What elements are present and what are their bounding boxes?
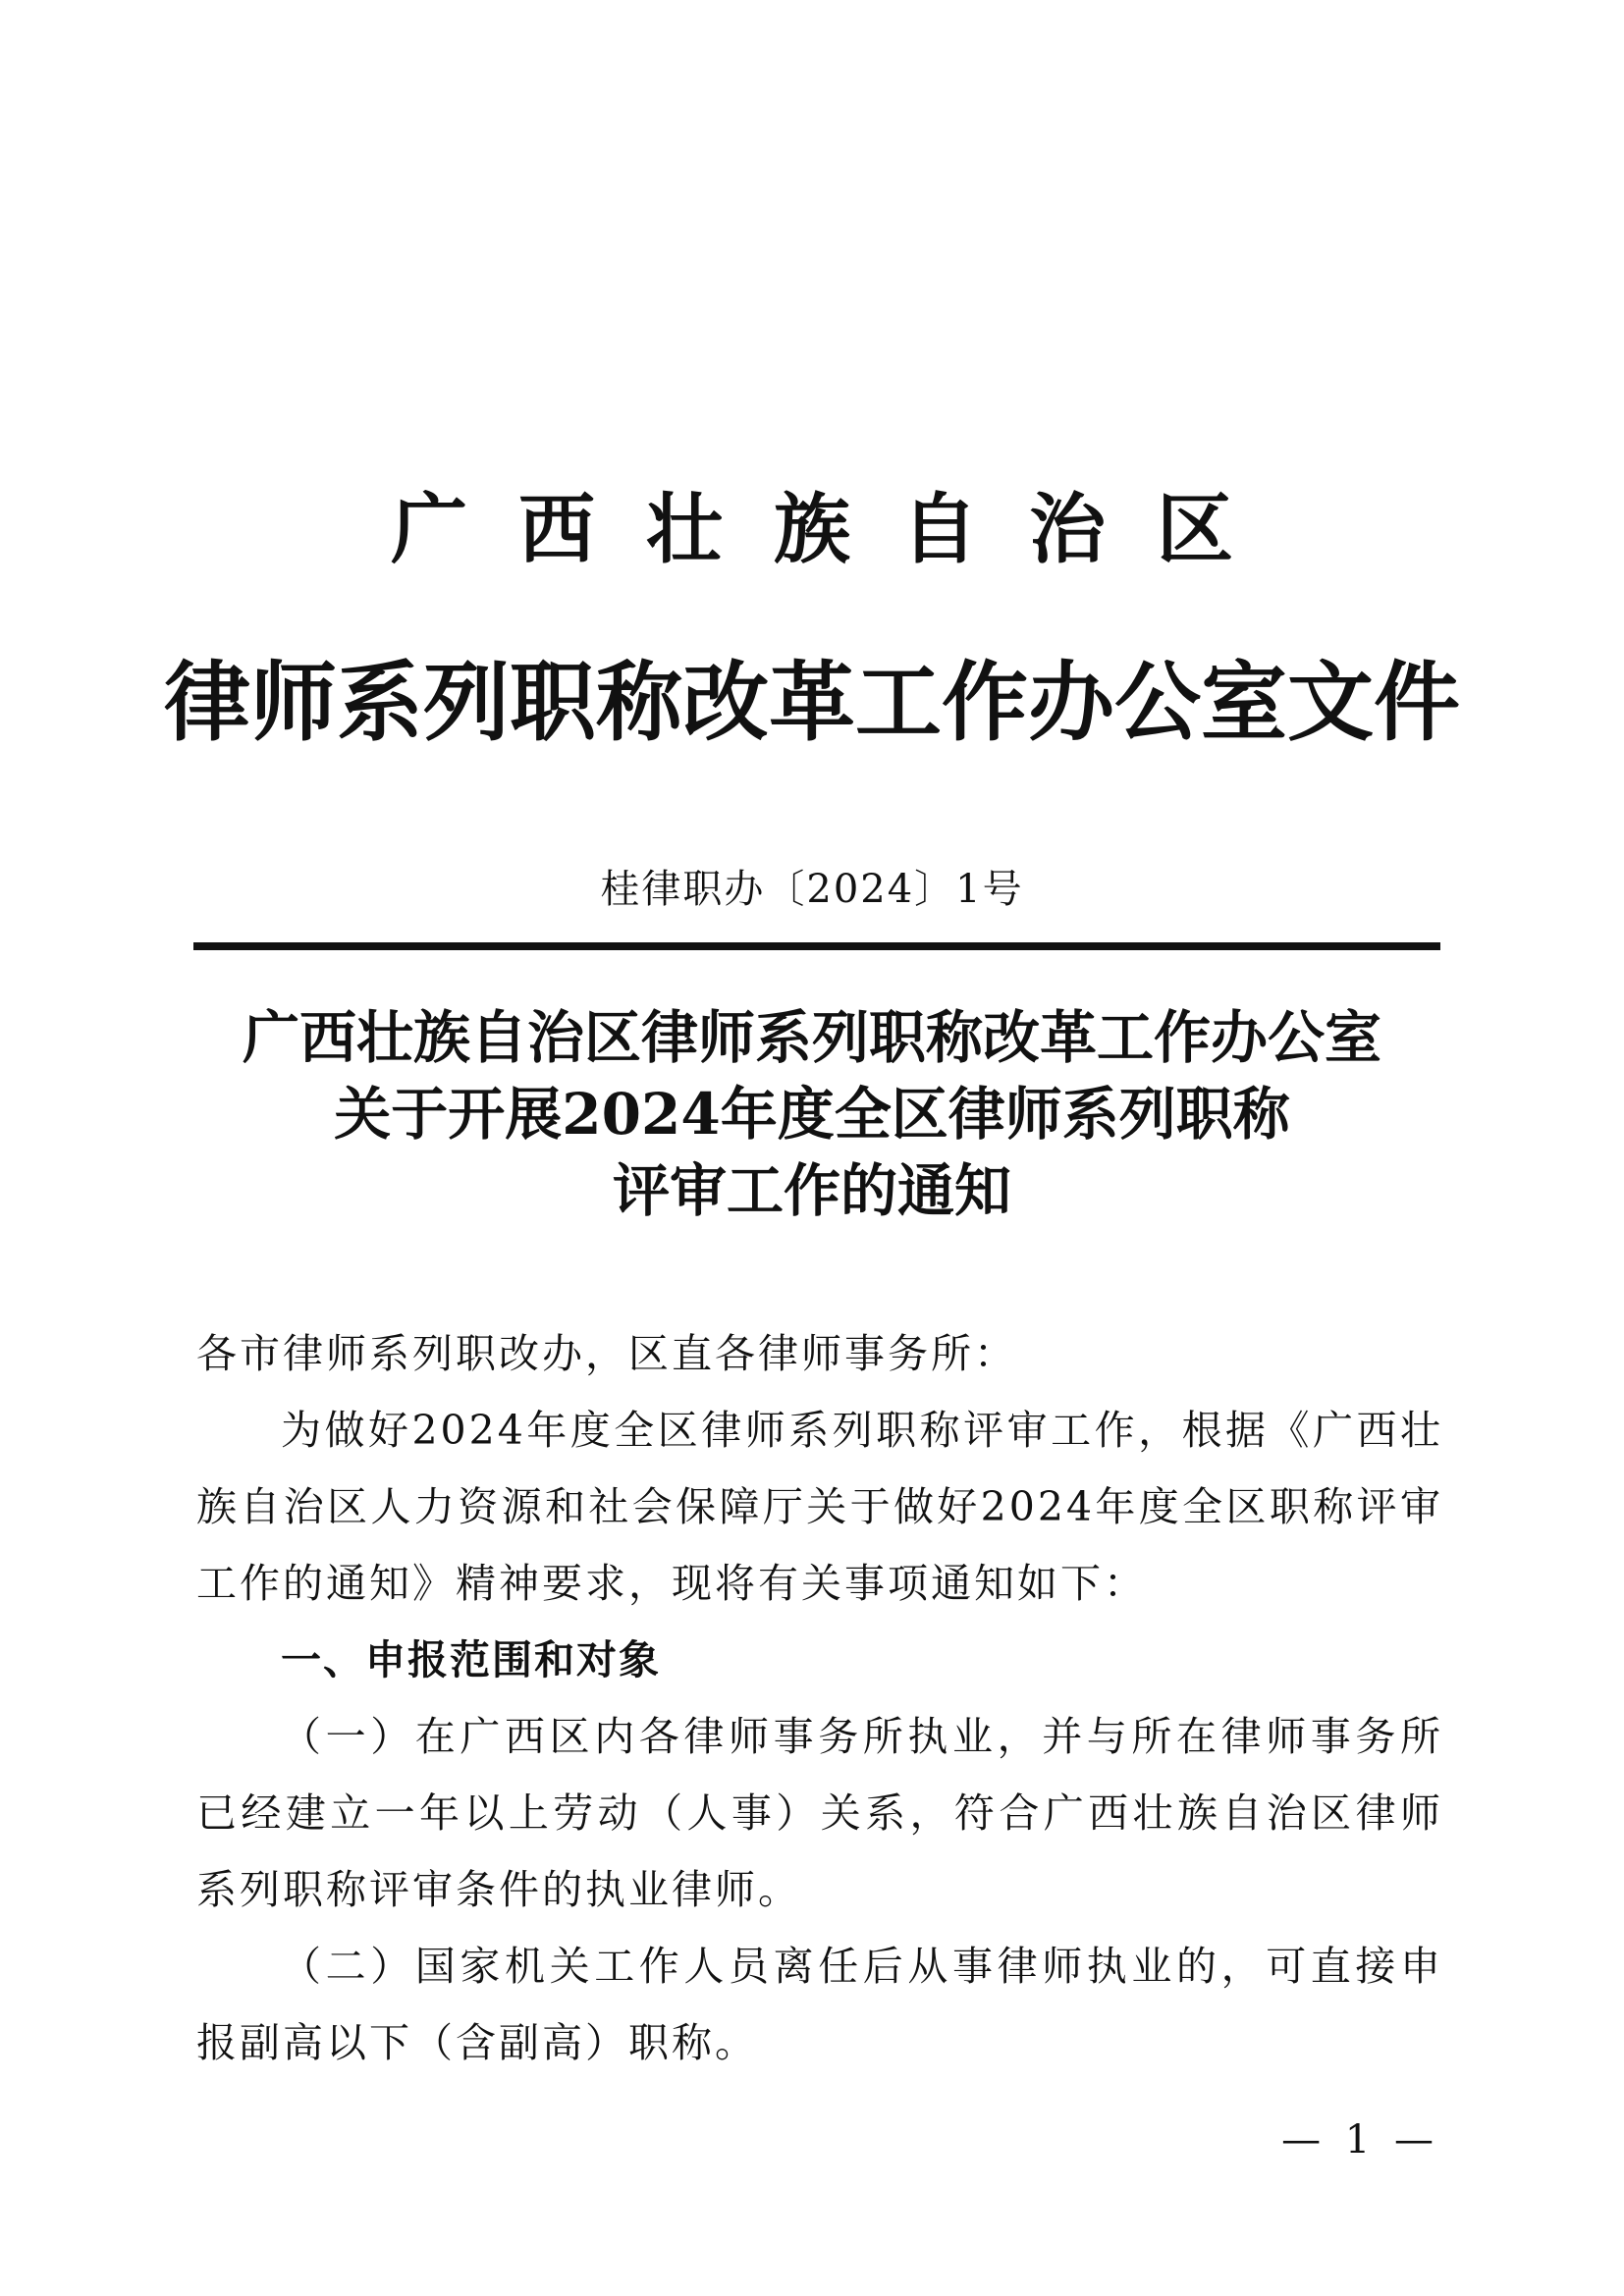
title-line2: 关于开展2024年度全区律师系列职称: [334, 1081, 1290, 1148]
document-number: 桂律职办〔2024〕1号: [600, 867, 1024, 912]
list-item: （一）在广西区内各律师事务所执业，并与所在律师事务所已经建立一年以上劳动（人事）关系，符合广西壮族自治区律师系列职称评审条件的执业律师。: [196, 1713, 1443, 1913]
title-line3: 评审工作的通知: [612, 1157, 1011, 1224]
salutation: 各市律师系列职改办，区直各律师事务所：: [196, 1330, 1017, 1377]
issuer-header-line2: 律师系列职称改革工作办公室文件: [163, 651, 1460, 753]
document-body: [196, 1315, 1443, 2081]
intro-paragraph: 为做好2024年度全区律师系列职称评审工作，根据《广西壮族自治区人力资源和社会保障厅关于做好2024年度全区职称评审工作的通知》精神要求，现将有关事项通知如下：: [196, 1407, 1443, 1607]
document-title: [0, 999, 1624, 1229]
section-heading: 一、申报范围和对象: [281, 1636, 661, 1683]
page-number: — 1 —: [1281, 2117, 1439, 2163]
issuer-header-line1: 广西壮族自治区: [390, 485, 1284, 574]
list-item: （二）国家机关工作人员离任后从事律师执业的，可直接申报副高以下（含副高）职称。: [196, 1943, 1443, 2066]
header-divider: [193, 942, 1440, 950]
title-line1: 广西壮族自治区律师系列职称改革工作办公室: [242, 1004, 1381, 1071]
